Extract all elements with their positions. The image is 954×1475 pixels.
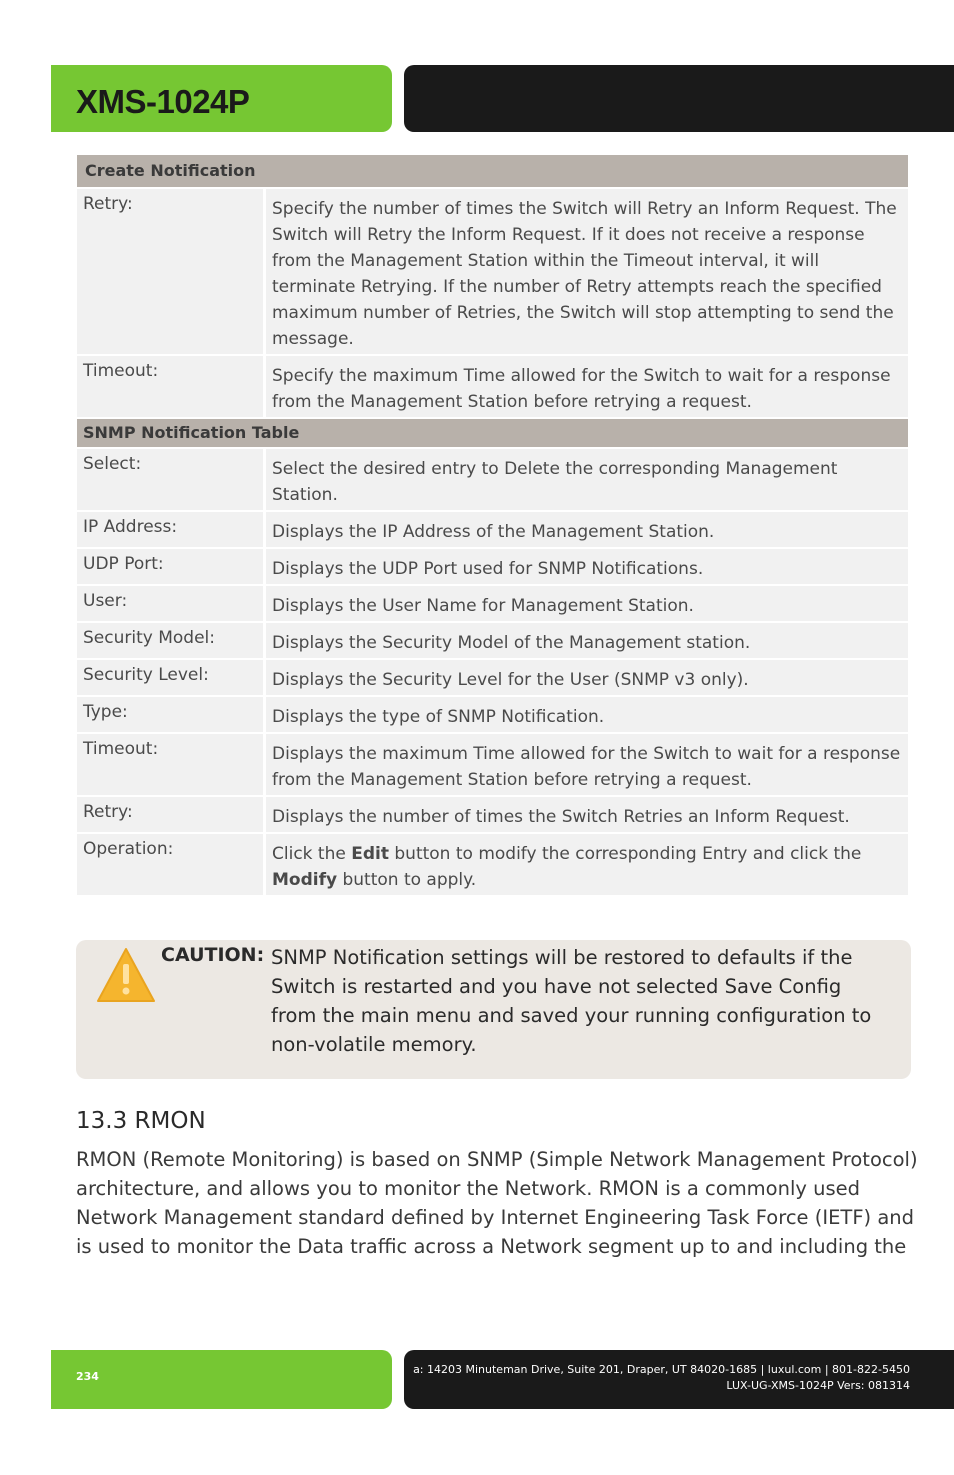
table-row [77,356,908,417]
field-description: Displays the number of times the Switch Retries an Inform Request. [266,797,908,832]
field-label: Timeout: [77,356,266,417]
operation-text: Click the [272,844,352,864]
section-title: SNMP Notification Table [77,419,908,447]
table-row-operation [77,834,908,895]
field-label: IP Address: [77,512,266,547]
section-heading: 13.3 RMON [76,1108,206,1134]
caution-label: CAUTION: [161,944,265,966]
field-description [266,834,908,895]
field-label: Operation: [77,834,266,895]
field-label: Retry: [77,797,266,832]
page-number: 234 [76,1370,99,1383]
field-description: Select the desired entry to Delete the corresponding Management Station. [266,449,908,510]
field-description: Displays the Security Level for the User (SNMP v3 only). [266,660,908,695]
field-description: Specify the maximum Time allowed for the Switch to wait for a response from the Management Station before retrying a request. [266,356,908,417]
footer-address: a: 14203 Minuteman Drive, Suite 201, Draper, UT 84020-1685 | luxul.com | 801-822-5450 [413,1363,910,1376]
field-description: Displays the maximum Time allowed for the Switch to wait for a response from the Management Station before retrying a request. [266,734,908,795]
table-row [77,189,908,354]
field-description: Displays the Security Model of the Management station. [266,623,908,658]
section-row-create-notification [77,155,908,187]
header-green-bar [51,65,392,132]
table-row [77,797,908,832]
warning-triangle-icon [95,946,157,1002]
field-label: Select: [77,449,266,510]
operation-text: button to apply. [337,870,477,890]
table-row [77,660,908,695]
document-title: XMS-1024P [76,83,250,120]
field-description: Displays the User Name for Management Station. [266,586,908,621]
section-row-snmp-notification-table [77,419,908,447]
edit-keyword: Edit [351,844,389,864]
field-description: Specify the number of times the Switch will Retry an Inform Request. The Switch will Retry the Inform Request. If it does not receive a response from the Management Station within the Timeout interval, it will terminate Retrying. If the number of Retry attempts reach the specified maximum number of Retries, the Switch will stop attempting to send the message. [266,189,908,354]
table-row [77,586,908,621]
table-row [77,549,908,584]
field-label: Security Level: [77,660,266,695]
operation-text: button to modify the corresponding Entry and click the [388,844,862,864]
table-row [77,697,908,732]
field-label: Retry: [77,189,266,354]
table-row [77,512,908,547]
field-label: Security Model: [77,623,266,658]
body-paragraph: RMON (Remote Monitoring) is based on SNMP (Simple Network Management Protocol) architecture, and allows you to monitor the Network. RMON is a commonly used Network Management standard defined by Internet Engineering Task Force (IETF) and is used to monitor the Data traffic across a Network segment up to and including the [76,1148,918,1258]
field-label: UDP Port: [77,549,266,584]
table-row [77,449,908,510]
footer-doc-id: LUX-UG-XMS-1024P Vers: 081314 [726,1379,910,1392]
table-row [77,623,908,658]
settings-table [77,153,908,897]
field-label: Type: [77,697,266,732]
modify-keyword: Modify [272,870,338,890]
caution-text: SNMP Notification settings will be restored to defaults if the Switch is restarted and you have not selected Save Config from the main menu and saved your running configuration to non-volatile memory. [271,946,872,1056]
field-label: User: [77,586,266,621]
header-black-bar [404,65,954,132]
field-label: Timeout: [77,734,266,795]
section-title: Create Notification [77,155,908,187]
table-row [77,734,908,795]
field-description: Displays the UDP Port used for SNMP Notifications. [266,549,908,584]
field-description: Displays the type of SNMP Notification. [266,697,908,732]
footer-green-bar [51,1350,392,1409]
footer-black-bar [404,1350,954,1409]
field-description: Displays the IP Address of the Management Station. [266,512,908,547]
caution-box [76,940,911,1079]
